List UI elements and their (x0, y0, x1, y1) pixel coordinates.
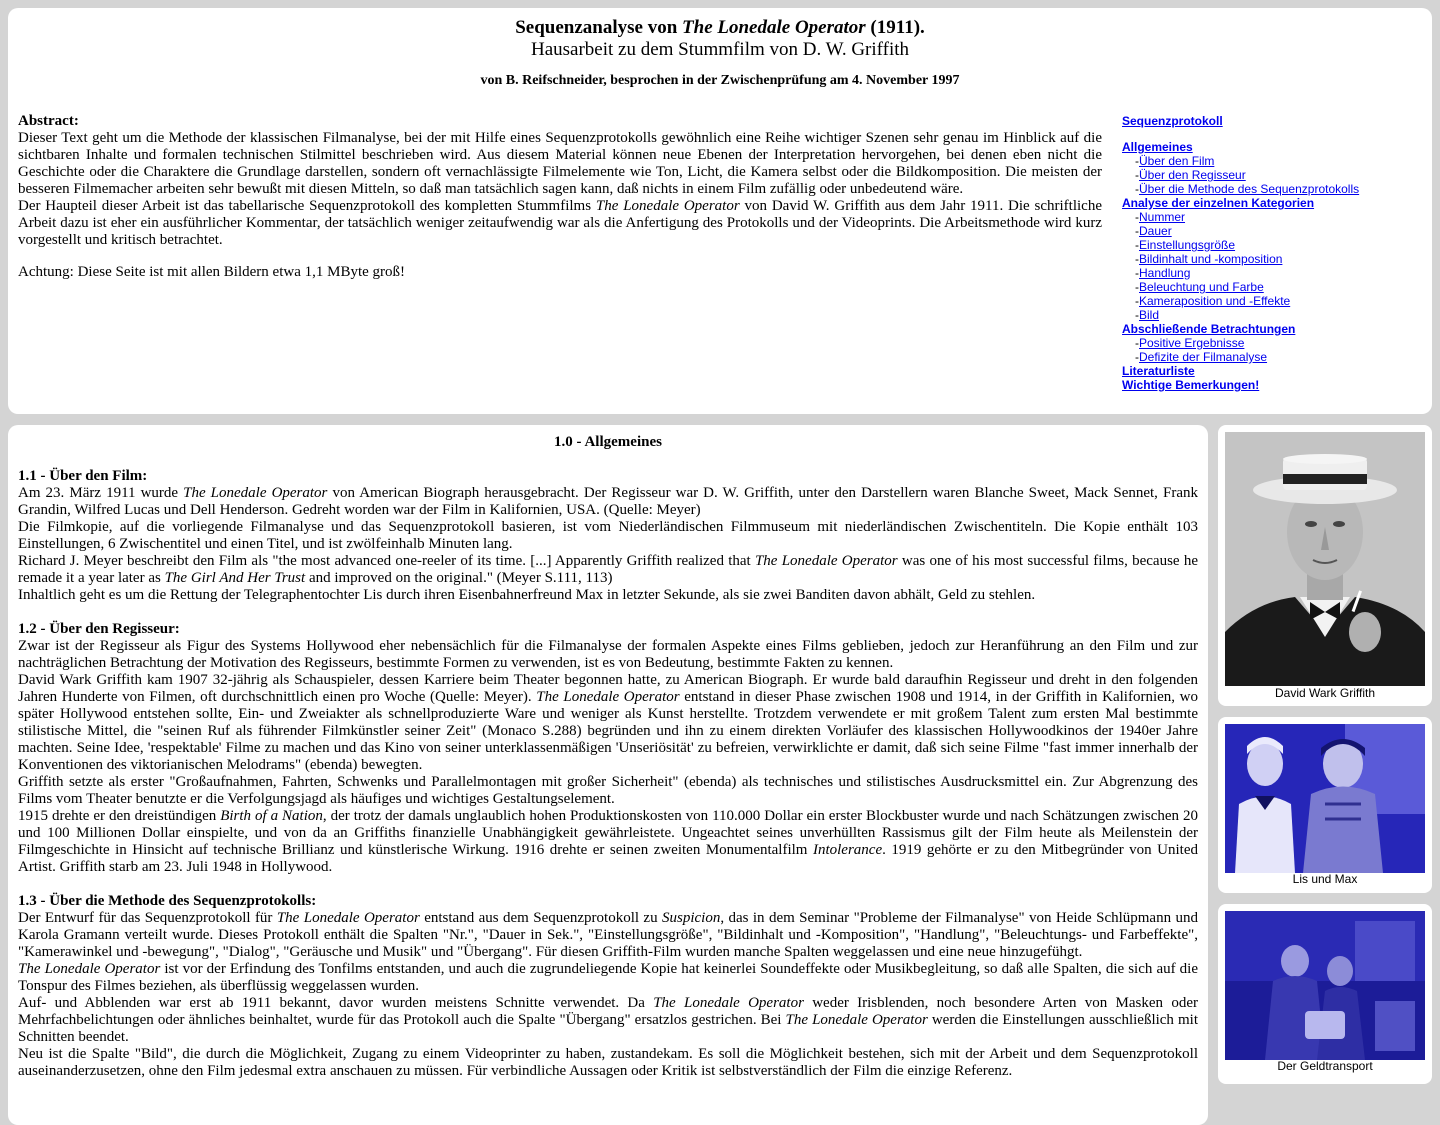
toc-item-link[interactable]: Beleuchtung und Farbe (1139, 280, 1264, 294)
text: was one of his most successful films, because he remade it a year later as (18, 553, 1198, 586)
toc-dash: - (1135, 294, 1139, 308)
film-title: Suspicion (662, 910, 721, 926)
paragraph (18, 961, 1198, 995)
toc-item (1122, 238, 1359, 252)
toc-dash: - (1135, 280, 1139, 294)
title-film: The Lonedale Operator (682, 17, 866, 38)
toc-item (1122, 154, 1359, 168)
toc-section-link[interactable]: Abschließende Betrachtungen (1122, 322, 1296, 336)
toc-dash: - (1135, 308, 1139, 322)
paragraph (18, 672, 1198, 774)
paragraph (18, 910, 1198, 961)
toc-item-link[interactable]: Bild (1139, 308, 1160, 322)
toc-dash: - (1135, 238, 1139, 252)
abstract-label: Abstract: (18, 113, 79, 129)
abstract-p1: Dieser Text geht um die Methode der klassischen Filmanalyse, bei der mit Hilfe eines Sequenzprotokolls gewöhnlich eine Reihe wichtiger Szenen sehr genau im Hinblick auf die sichtbaren Inhalte und formalen technischen Stilmittel beschrieben wird. Aus diesem Material können neue Ebenen der Interpretation hervorgehen, bei denen eben nicht die Geschichte oder die Charaktere die Grundlage darstellen, sondern oft vernachlässigte Filmelemente wie Ton, Licht, die Kamera selbst oder die Bildkomposition. Die meisten der besseren Filmemacher arbeiten sehr bewußt mit diesen Mitteln, so daß man tatsächlich sagen kann, daß nichts in einem Film zufällig oder unbedeutend wäre. (18, 130, 1102, 197)
toc-section (1122, 322, 1359, 336)
text: and improved on the original." (Meyer S.111, 113) (305, 570, 613, 586)
paragraph: Griffith setzte als erster "Großaufnahmen, Fahrten, Schwenks und Parallelmontagen mit großer Sicherheit" (ebenda) als technisches und stilistisches Ausdrucksmittel ein. Zur Abgrenzung des Films vom Theater benutzte er die Verfolgungsjagd als häufiges und wichtiges Gestaltungselement. (18, 774, 1198, 807)
toc-dash: - (1135, 182, 1139, 196)
film-title: The Girl And Her Trust (164, 570, 306, 586)
toc-item-link[interactable]: Kameraposition und -Effekte (1139, 294, 1291, 308)
paragraph: Die Filmkopie, auf die vorliegende Filmanalyse und das Sequenzprotokoll basieren, ist vom Niederländischen Filmmuseum mit niederländischen Zwischentiteln. Die Kopie enthält 103 Einstellungen, 6 Zwischentitel und einen Titel, und ist zwölfeinhalb Minuten lang. (18, 519, 1198, 552)
text: von American Biograph herausgebracht. Der Regisseur war D. W. Griffith, unter den Darstellern waren Blanche Sweet, Mack Sennet, Frank Grandin, Wilfred Lucas und Dell Henderson. Gedreht worden war der Film in Kalifornien, USA. (Quelle: Meyer) (18, 485, 1198, 518)
section-heading: 1.3 - Über die Methode des Sequenzprotokolls: (18, 893, 317, 909)
toc-dash: - (1135, 252, 1139, 266)
toc-dash: - (1135, 154, 1139, 168)
film-title: Birth of a Nation (220, 808, 323, 824)
text: , das in dem Seminar "Probleme der Filmanalyse" von Heide Schlüpmann und Karola Gramann verteilt wurde. Dieses Protokoll enthält die Spalten "Nr.", "Dauer in Sek.", "Einstellungsgröße", "Bildinhalt und -Komposition", "Handlung", "Beleuchtungs- und Farbeffekte", "Kamerawinkel und -bewegung", "Dialog", "Geräusche und Musik" und "Übergang". Für diesen Griffith-Film wurden manche Spalten weggelassen und eine neue hinzugefühgt. (18, 910, 1198, 960)
toc-item-link[interactable]: Über den Film (1139, 154, 1215, 168)
abstract-p2b: von David W. Griffith aus dem Jahr 1911. Die schriftliche Arbeit dazu ist eher ein ausführlicher Kommentar, der tatsächlich weniger zeitaufwendig war als die Anfertigung des Protokolls und der Videoprints. Die Arbeitsmethode wird kurz vorgestellt und kritisch betrachtet. (18, 198, 1102, 248)
toc-item (1122, 266, 1359, 280)
film-title: The Lonedale Operator (276, 910, 420, 926)
toc-section (1122, 196, 1359, 210)
text: David Wark Griffith kam 1907 32-jährig als Schauspieler, dessen Karriere beim Theater begonnen hatte, zu American Biograph. Er wurde bald daraufhin Regisseur und dreht in den folgenden Jahren Hunderte von Filmen, oft durchschnittlich einen pro Woche (Quelle: Meyer). (18, 672, 1198, 705)
film-title: The Lonedale Operator (595, 198, 740, 214)
toc-item (1122, 252, 1359, 266)
size-warning: Achtung: Diese Seite ist mit allen Bildern etwa 1,1 MByte groß! (18, 264, 406, 280)
toc-item (1122, 308, 1359, 322)
toc-item (1122, 168, 1359, 182)
section-heading: 1.2 - Über den Regisseur: (18, 621, 180, 637)
toc-section-link[interactable]: Allgemeines (1122, 140, 1193, 154)
image-card-lis-max (1218, 717, 1432, 893)
abstract (18, 113, 1102, 281)
toc-item-link[interactable]: Nummer (1139, 210, 1186, 224)
toc-item-link[interactable]: Handlung (1139, 266, 1191, 280)
film-title: The Lonedale Operator (754, 553, 898, 569)
lis-und-max-still (1225, 724, 1425, 873)
griffith-portrait-photo (1225, 432, 1425, 686)
main-content (18, 434, 1198, 1080)
toc-item (1122, 350, 1359, 364)
toc-dash: - (1135, 350, 1139, 364)
paragraph: Zwar ist der Regisseur als Figur des Systems Hollywood eher nebensächlich für die Filmanalyse der formalen Aspekte eines Films geblieben, jedoch zur Heranführung an den Film und zur nachträglichen Betrachtung der Motivation des Regisseurs, bestimmte Formen zu verwenden, ist es von Bedeutung, bestimmte Fakten zu kennen. (18, 638, 1198, 671)
text: Der Entwurf für das Sequenzprotokoll für (18, 910, 277, 926)
geldtransport-still (1225, 911, 1425, 1060)
toc-item-link[interactable]: Defizite der Filmanalyse (1139, 350, 1268, 364)
film-title: The Lonedale Operator (536, 689, 680, 705)
toc-dash: - (1135, 266, 1139, 280)
toc-dash: - (1135, 168, 1139, 182)
toc-item (1122, 336, 1359, 350)
text: ist vor der Erfindung des Tonfilms entstanden, und auch die zugrundeliegende Kopie hat keinerlei Soundeffekte oder Musikbegleitung, so daß alle Spalten, die sich auf die Tonspur des Filmes beziehen, als überflüssig weggelassen wurden. (18, 961, 1198, 994)
text: entstand aus dem Sequenzprotokoll zu (419, 910, 662, 926)
title-suffix: (1911). (865, 17, 925, 38)
paragraph (18, 995, 1198, 1046)
paragraph (18, 553, 1198, 587)
toc-dash: - (1135, 336, 1139, 350)
toc-item (1122, 182, 1359, 196)
image-caption: Lis und Max (1292, 872, 1358, 886)
abstract-p2a: Der Haupteil dieser Arbeit ist das tabellarische Sequenzprotokoll des kompletten Stummfilms (18, 198, 596, 214)
toc-item-link[interactable]: Einstellungsgröße (1139, 238, 1236, 252)
film-title: The Lonedale Operator (18, 961, 161, 977)
toc-list (1122, 140, 1359, 392)
toc-section (1122, 378, 1359, 392)
toc-item-link[interactable]: Dauer (1139, 224, 1172, 238)
text: . 1919 gehörte er zu den Mitbegründer von United Artist. Griffith starb am 23. Juli 1948 in Hollywood. (18, 842, 1198, 875)
title-prefix: Sequenzanalyse von (515, 17, 683, 38)
film-title: The Lonedale Operator (183, 485, 328, 501)
toc-link-sequenzprotokoll[interactable]: Sequenzprotokoll (1122, 114, 1223, 128)
text: , der trotz der damals unglaublich hohen Produktionskosten von 110.000 Dollar ein erster Blockbuster wurde und nach Schätzungen zwischen 20 und 100 Millionen Dollar einspielte, und von da an Griffiths finanzielle Unabhängigkeit gewährleistete. Ungeachtet seines unverhüllten Rassismus gilt der Film heute als Meilenstein der Filmgeschichte in Hinsicht auf technische Brillianz und künstlerische Wirkung. 1916 drehte er seinen zweiten Monumentalfilm (18, 808, 1198, 858)
toc-top (1122, 114, 1359, 128)
image-card-griffith (1218, 425, 1432, 706)
toc-item-link[interactable]: Bildinhalt und -komposition (1139, 252, 1283, 266)
text: Am 23. März 1911 wurde (18, 485, 184, 501)
section-title: 1.0 - Allgemeines (554, 434, 662, 450)
toc-item-link[interactable]: Positive Ergebnisse (1139, 336, 1245, 350)
toc-section (1122, 140, 1359, 154)
page-subtitle: Hausarbeit zu dem Stummfilm von D. W. Griffith (530, 39, 910, 60)
paragraph (18, 485, 1198, 519)
abstract-paragraph (18, 198, 1102, 249)
toc-dash: - (1135, 210, 1139, 224)
film-title: Intolerance (812, 842, 883, 858)
paragraph (18, 808, 1198, 876)
toc-item-link[interactable]: Über die Methode des Sequenzprotokolls (1139, 182, 1360, 196)
section-heading: 1.1 - Über den Film: (18, 468, 148, 484)
image-card-geldtransport (1218, 904, 1432, 1084)
toc-item (1122, 210, 1359, 224)
toc-section-link[interactable]: Literaturliste (1122, 364, 1195, 378)
table-of-contents (1122, 114, 1359, 392)
page-title (8, 17, 1432, 39)
paragraph: Inhaltlich geht es um die Rettung der Telegraphentochter Lis durch ihren Eisenbahnerfreund Max in letzter Sekunde, als sie zwei Banditen davon abhält, Geld zu stehlen. (18, 587, 1036, 603)
toc-item-link[interactable]: Über den Regisseur (1139, 168, 1246, 182)
toc-item (1122, 280, 1359, 294)
abstract-paragraph (18, 130, 1102, 198)
toc-item (1122, 224, 1359, 238)
paragraph: Neu ist die Spalte "Bild", die durch die Möglichkeit, Zugang zu einem Videoprinter zu haben, zustandekam. Es soll die Möglichkeit bestehen, sich mit der Arbeit und dem Sequenzprotokoll auseinanderzusetzen, ohne den Film jedesmal extra anschauen zu müssen. Für verbindliche Aussagen oder Kritik ist selbstverständlich der Film die einzige Referenz. (18, 1046, 1198, 1079)
toc-item (1122, 294, 1359, 308)
toc-section (1122, 364, 1359, 378)
image-caption: Der Geldtransport (1277, 1059, 1373, 1073)
text: Richard J. Meyer beschreibt den Film als "the most advanced one-reeler of its time. [...] Apparently Griffith realized that (18, 553, 755, 569)
author-line: von B. Reifschneider, besprochen in der Zwischenprüfung am 4. November 1997 (480, 73, 960, 88)
header-panel (8, 8, 1432, 414)
toc-dash: - (1135, 224, 1139, 238)
toc-section-link[interactable]: Wichtige Bemerkungen! (1122, 378, 1260, 392)
film-title: The Lonedale Operator (653, 995, 804, 1011)
image-caption: David Wark Griffith (1274, 686, 1376, 700)
text: weder Irisblenden, noch besondere Arten von Masken oder Mehrfachbelichtungen oder ähnliches beinhaltet, wurde für das Protokoll auch die Spalte "Übergang" ersatzlos gestrichen. Bei (18, 995, 1198, 1028)
film-title: The Lonedale Operator (785, 1012, 928, 1028)
text: Auf- und Abblenden war erst ab 1911 bekannt, davor wurden meistens Schnitte verwendet. Da (18, 995, 654, 1011)
text: werden die Einstellungen ausschließlich mit Schnitten beendet. (18, 1012, 1198, 1045)
toc-section-link[interactable]: Analyse der einzelnen Kategorien (1122, 196, 1315, 210)
text: entstand in dieser Phase zwischen 1908 und 1914, in der Griffith in Kalifornien, wo später Hollywood entstehen sollte, Ein- und Zweiakter als schnellproduzierte Ware und weniger als Kunst herstellte. Trotzdem verwendete er mit großem Talent zum ersten Mal bestimmte stilistische Mittel, die "seinen Ruf als führender Filmkünstler seiner Zeit" (Monaco S.288) begründen und ihn zu einem direkten Vorläufer des klassischen Hollywoodkinos der 1940er Jahre machten. Seine Idee, 'respektable' Filme zu machen und das Kino von seiner unterklassenmäßigen 'Unseriösität' zu befreien, verwirklichte er damit, daß sich seine Filme "fast immer innerhalb der Konventionen des viktorianischen Melodrams" (ebenda) bewegten. (18, 689, 1198, 773)
main-content-panel (8, 425, 1208, 1125)
text: 1915 drehte er den dreistündigen (18, 808, 221, 824)
